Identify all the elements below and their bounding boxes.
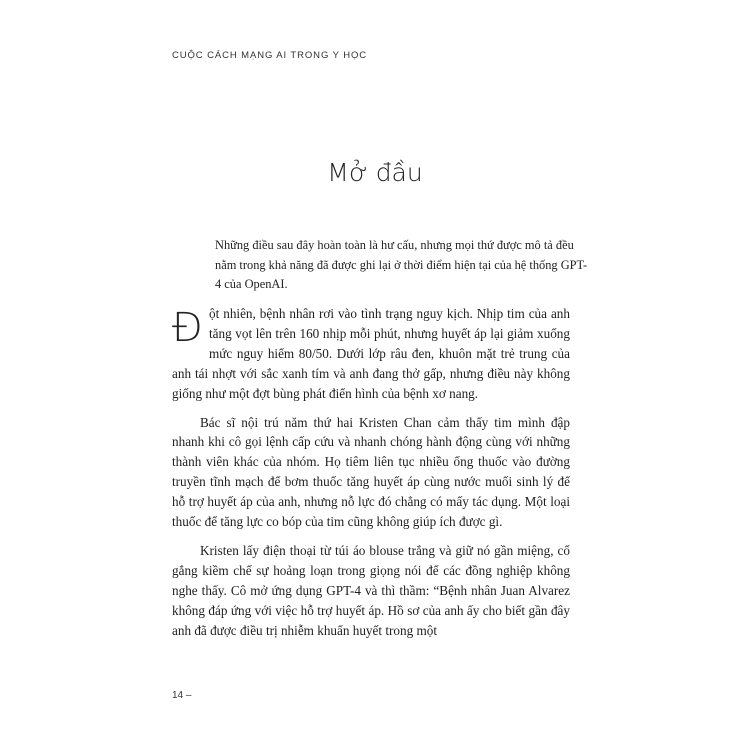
paragraph-2: Bác sĩ nội trú năm thứ hai Kristen Chan cảm thấy tim mình đập nhanh khi cô gọi lệnh cấp cứu và nhanh chóng hành động cùng với những thành viên khác của nhóm. Họ tiêm liên tục nhiều ống thuốc vào đường truyền tĩnh mạch để bơm thuốc tăng huyết áp cùng nước muối sinh lý để hỗ trợ huyết áp của anh, nhưng nỗ lực đó chẳng có mấy tác dụng. Một loại thuốc để tăng lực co bóp của tim cũng không giúp ích được gì. [172,414,570,530]
chapter-title: Mở đầu [327,158,423,187]
paragraph-3: Kristen lấy điện thoại từ túi áo blouse trắng và giữ nó gần miệng, cố gắng kiềm chế sự hoảng loạn trong giọng nói để các đồng nghiệp không nghe thấy. Cô mở ứng dụng GPT-4 và thì thầm: “Bệnh nhân Juan Alvarez không đáp ứng với việc hỗ trợ huyết áp. Hồ sơ của anh ấy cho biết gần đây anh đã được điều trị nhiễm khuẩn huyết trong một [172,542,570,638]
body-text [172,304,570,650]
paragraph-1-text: ột nhiên, bệnh nhân rơi vào tình trạng nguy kịch. Nhịp tim của anh tăng vọt lên trên 160 nhịp mỗi phút, nhưng huyết áp lại giảm xuống mức nguy hiểm 80/50. Dưới lớp râu đen, khuôn mặt trẻ trung của anh tái nhợt với sắc xanh tím và anh đang thở gấp, nhưng điều này không giống như một đợt bùng phát điển hình của bệnh xơ nang. [172,306,570,401]
paragraph-1 [172,304,570,404]
page-number: 14 – [172,690,192,701]
drop-cap: Đ [172,305,203,351]
running-header: CUỘC CÁCH MẠNG AI TRONG Y HỌC [172,50,368,61]
epigraph: Những điều sau đây hoàn toàn là hư cấu, nhưng mọi thứ được mô tả đều nằm trong khả năng đã được ghi lại ở thời điểm hiện tại của hệ thống GPT-4 của OpenAI. [215,238,588,291]
